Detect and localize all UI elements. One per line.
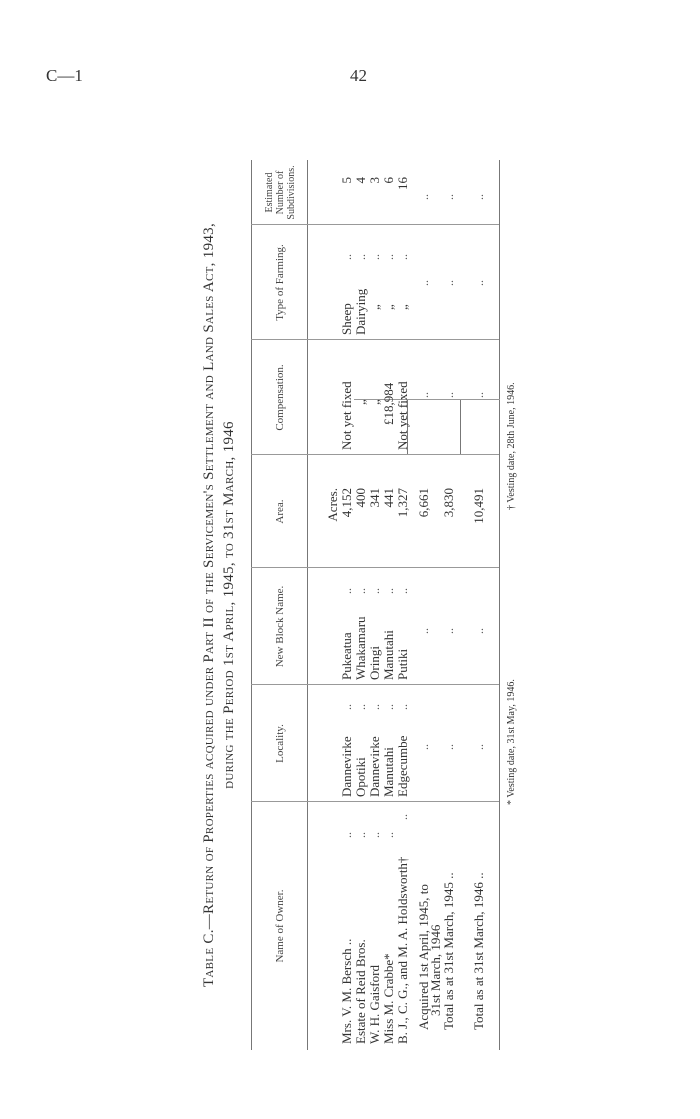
leader-dots: .. — [340, 254, 354, 260]
leader-dots: .. — [396, 588, 410, 594]
leader-dots: .. — [396, 704, 410, 710]
header-owner: Name of Owner. — [274, 889, 286, 963]
leader-dots: .. — [354, 254, 368, 260]
total-0-label-line2: 31st March, 1946 — [428, 924, 443, 1016]
area-unit: Acres. — [325, 488, 340, 522]
leader-dots: .. — [442, 628, 456, 634]
header-locality: Locality. — [274, 724, 286, 763]
header-farming: Type of Farming. — [274, 244, 286, 321]
total-0-label-line1: Acquired 1st April, 1945, to — [416, 884, 431, 1030]
row-3-block: Manutahi — [381, 630, 396, 680]
row-1-locality: Opotiki — [353, 757, 368, 797]
row-0-compensation: Not yet fixed — [339, 381, 354, 450]
row-1-compensation: „ — [353, 399, 368, 405]
leader-dots: .. — [472, 194, 486, 200]
row-0-farming: Sheep — [339, 303, 354, 335]
row-4-block: Putiki — [395, 648, 410, 680]
table-top-rule — [251, 160, 252, 1050]
row-4-owner: B. J., C. G., and M. A. Holdsworth† — [395, 856, 410, 1044]
row-0-area: 4,152 — [339, 488, 354, 518]
row-1-area: 400 — [353, 488, 368, 508]
leader-dots: .. — [417, 280, 431, 286]
leader-dots: .. — [368, 254, 382, 260]
total-1-area: 3,830 — [441, 488, 456, 518]
row-3-farming: „ — [381, 304, 396, 310]
leader-dots: .. — [442, 280, 456, 286]
leader-dots: .. — [382, 588, 396, 594]
row-2-area: 341 — [367, 488, 382, 508]
leader-dots: .. — [417, 194, 431, 200]
row-2-subdivisions: 3 — [367, 177, 382, 184]
leader-dots: .. — [396, 814, 410, 820]
leader-dots: .. — [354, 588, 368, 594]
total-0-area: 6,661 — [416, 488, 431, 518]
header-subdivisions: Estimated Number of Subdivisions. — [263, 165, 297, 220]
row-1-subdivisions: 4 — [353, 177, 368, 184]
row-1-farming: Dairying — [353, 288, 368, 335]
leader-dots: .. — [472, 392, 486, 398]
area-total-rule — [460, 400, 461, 455]
row-0-owner: Mrs. V. M. Bersch .. — [339, 938, 354, 1044]
leader-dots: .. — [340, 704, 354, 710]
leader-dots: .. — [442, 392, 456, 398]
leader-dots: .. — [396, 254, 410, 260]
row-1-block: Whakamaru — [353, 616, 368, 680]
row-3-locality: Manutahi — [381, 747, 396, 797]
row-1-owner: Estate of Reid Bros. — [353, 939, 368, 1044]
footnote-dagger: † Vesting date, 28th June, 1946. — [506, 382, 517, 510]
table-bottom-rule — [499, 160, 500, 1050]
row-3-compensation: £18,984 — [381, 382, 396, 425]
header-compensation: Compensation. — [274, 364, 286, 431]
leader-dots: .. — [368, 832, 382, 838]
row-2-farming: „ — [367, 304, 382, 310]
row-3-subdivisions: 6 — [381, 177, 396, 184]
leader-dots: .. — [368, 588, 382, 594]
row-2-compensation: „ — [367, 399, 382, 405]
leader-dots: .. — [417, 744, 431, 750]
leader-dots: .. — [354, 832, 368, 838]
row-2-block: Oringi — [367, 646, 382, 680]
header-bottom-rule — [307, 160, 308, 1050]
row-0-subdivisions: 5 — [339, 177, 354, 184]
leader-dots: .. — [472, 628, 486, 634]
leader-dots: .. — [354, 704, 368, 710]
total-1-label: Total as at 31st March, 1945 .. — [441, 872, 456, 1030]
leader-dots: .. — [382, 254, 396, 260]
leader-dots: .. — [417, 392, 431, 398]
row-2-owner: W. H. Gaisford — [367, 965, 382, 1044]
leader-dots: .. — [382, 832, 396, 838]
row-2-locality: Dannevirke — [367, 736, 382, 797]
leader-dots: .. — [368, 704, 382, 710]
row-0-block: Pukeatua — [339, 632, 354, 680]
total-2-area: 10,491 — [471, 488, 486, 524]
row-0-locality: Dannevirke — [339, 736, 354, 797]
row-4-area: 1,327 — [395, 488, 410, 518]
table-title-line-1 — [201, 160, 218, 1050]
leader-dots: .. — [417, 628, 431, 634]
leader-dots: .. — [442, 744, 456, 750]
total-2-label: Total as at 31st March, 1946 .. — [471, 872, 486, 1030]
row-3-owner: Miss M. Crabbe* — [381, 953, 396, 1044]
leader-dots: .. — [340, 588, 354, 594]
row-4-subdivisions: 16 — [395, 177, 410, 190]
title-line1-suffix: Servicemen's Settlement and Land Sales Act, 1943, — [201, 222, 217, 568]
title-line1-prefix: Table C.—Return of Properties acquired under Part II of the — [201, 572, 217, 988]
header-block: New Block Name. — [274, 585, 286, 668]
leader-dots: .. — [382, 704, 396, 710]
leader-dots: .. — [340, 832, 354, 838]
header-area: Area. — [274, 499, 286, 524]
row-4-farming: „ — [395, 304, 410, 310]
rotated-table-page — [195, 160, 525, 1050]
leader-dots: .. — [472, 280, 486, 286]
footnote-star: * Vesting date, 31st May, 1946. — [506, 679, 517, 805]
page-reference: C—1 — [46, 66, 83, 85]
table-title-line-2: during the Period 1st April, 1945, to 31st March, 1946 — [221, 421, 237, 789]
row-3-area: 441 — [381, 488, 396, 508]
page-number: 42 — [350, 66, 367, 85]
row-4-compensation: Not yet fixed — [395, 381, 410, 450]
leader-dots: .. — [472, 744, 486, 750]
leader-dots: .. — [442, 194, 456, 200]
row-4-locality: Edgecumbe — [395, 735, 410, 797]
